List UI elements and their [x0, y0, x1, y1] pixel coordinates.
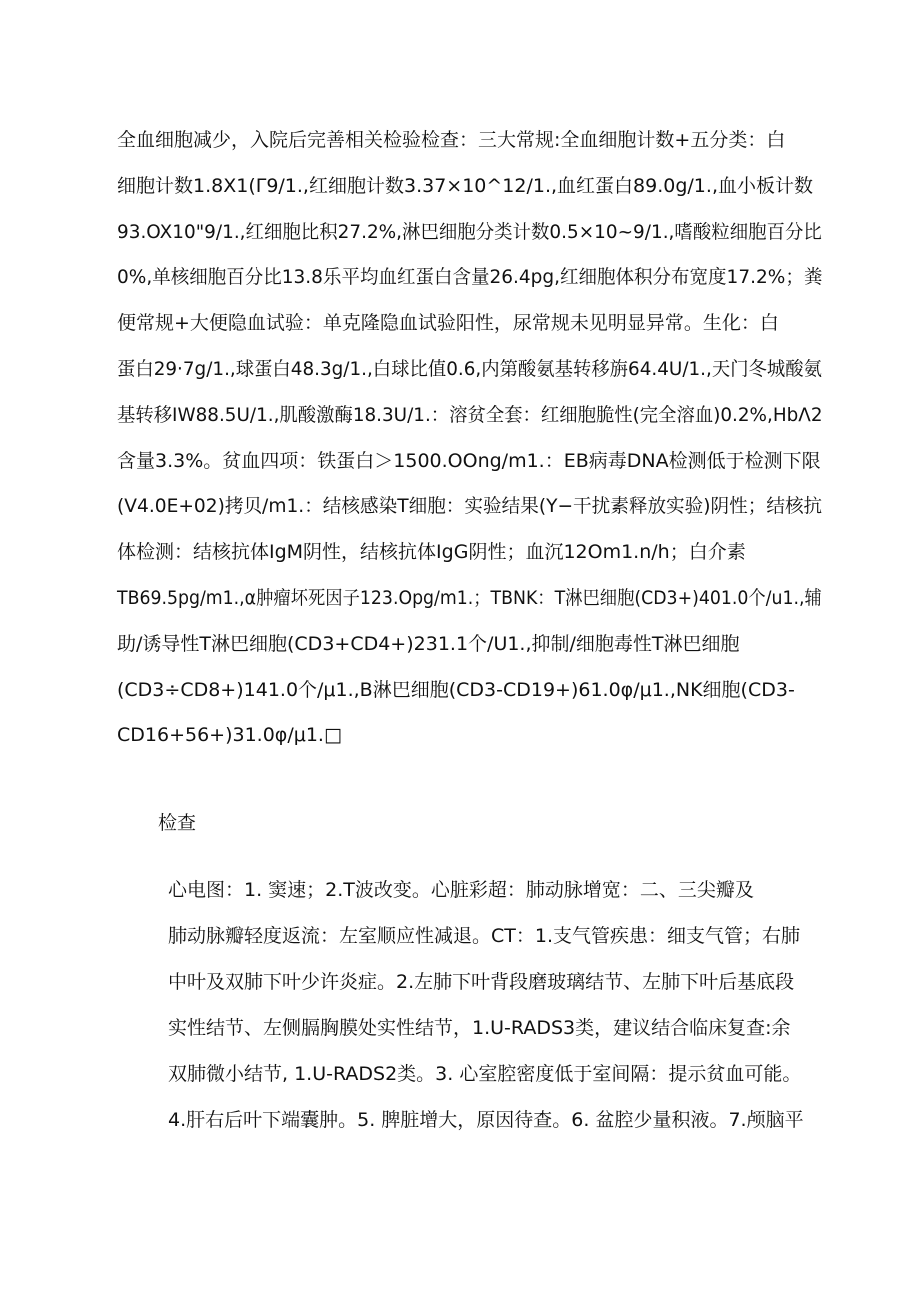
lab-results-paragraph: [117, 118, 822, 759]
text-line: 中叶及双肺下叶少许炎症。2.左肺下叶背段磨玻璃结节、左肺下叶后基底段: [168, 971, 795, 993]
text-line: 93.OX10"9/1.,红细胞比积27.2%,淋巴细胞分类计数0.5×10~9/1.,嗜酸粒细胞百分比: [117, 220, 822, 243]
text-line: 全血细胞减少，入院后完善相关检验检查：三大常规:全血细胞计数+五分类：白: [117, 129, 786, 151]
text-line: (CD3÷CD8+)141.0个/μ1.,B淋巴细胞(CD3-CD19+)61.0φ/μ1.,NK细胞(CD3-: [117, 678, 795, 701]
text-line: 实性结节、左侧膈胸膜处实性结节，1.U-RADS3类，建议结合临床复查:余: [168, 1017, 791, 1039]
text-line: 体检测：结核抗体IgM阴性，结核抗体IgG阴性；血沉12Om1.n/h；白介素: [117, 541, 746, 564]
text-line: 基转移IW88.5U/1.,肌酸激酶18.3U/1.：溶贫全套：红细胞脆性(完全溶血)0.2%,HbΛ2: [117, 403, 823, 426]
exam-findings-paragraph: [168, 867, 818, 1143]
text-line: CD16+56+)31.0φ/μ1.□: [117, 724, 342, 747]
text-line: TB69.5pg/m1.,α肿瘤坏死因子123.Opg/m1.；TBNK：T淋巴细胞(CD3+)401.0个/u1.,辅: [117, 586, 822, 609]
text-line: 0%,单核细胞百分比13.8乐平均血红蛋白含量26.4pg,红细胞体积分布宽度17.2%；粪: [117, 266, 823, 289]
text-line: 心电图：1. 窦速；2.T波改变。心脏彩超：肺动脉增宽：二、三尖瓣及: [168, 879, 754, 901]
text-line: 蛋白29·7g/1.,球蛋白48.3g/1.,白球比值0.6,内第酸氨基转移旃64.4U/1.,天门冬城酸氨: [117, 357, 822, 380]
text-line: 含量3.3%。贫血四项：铁蛋白＞1500.OOng/m1.：EB病毒DNA检测低于检测下限: [117, 449, 821, 472]
text-line: 便常规+大便隐血试验：单克隆隐血试验阳性，尿常规未见明显异常。生化：白: [117, 312, 779, 335]
text-line: (V4.0E+02)拷贝/m1.：结核感染T细胞：实验结果(Y−干扰素释放实验)阴性；结核抗: [117, 495, 823, 518]
section-heading: 检查: [158, 812, 197, 834]
text-line: 细胞计数1.8X1(Γ9/1.,红细胞计数3.37×10^12/1.,血红蛋白89.0g/1.,血小板计数: [117, 174, 813, 197]
text-line: 双肺微小结节, 1.U-RADS2类。3. 心室腔密度低于室间隔：提示贫血可能。: [168, 1063, 802, 1085]
text-line: 助/诱导性T淋巴细胞(CD3+CD4+)231.1个/U1.,抑制/细胞毒性T淋巴细胞: [117, 632, 740, 655]
text-line: 肺动脉瓣轻度返流：左室顺应性减退。CT：1.支气管疾患：细支气管；右肺: [168, 925, 801, 947]
text-line: 4.肝右后叶下端囊肿。5. 脾脏增大，原因待查。6. 盆腔少量积液。7.颅脑平: [168, 1109, 804, 1131]
